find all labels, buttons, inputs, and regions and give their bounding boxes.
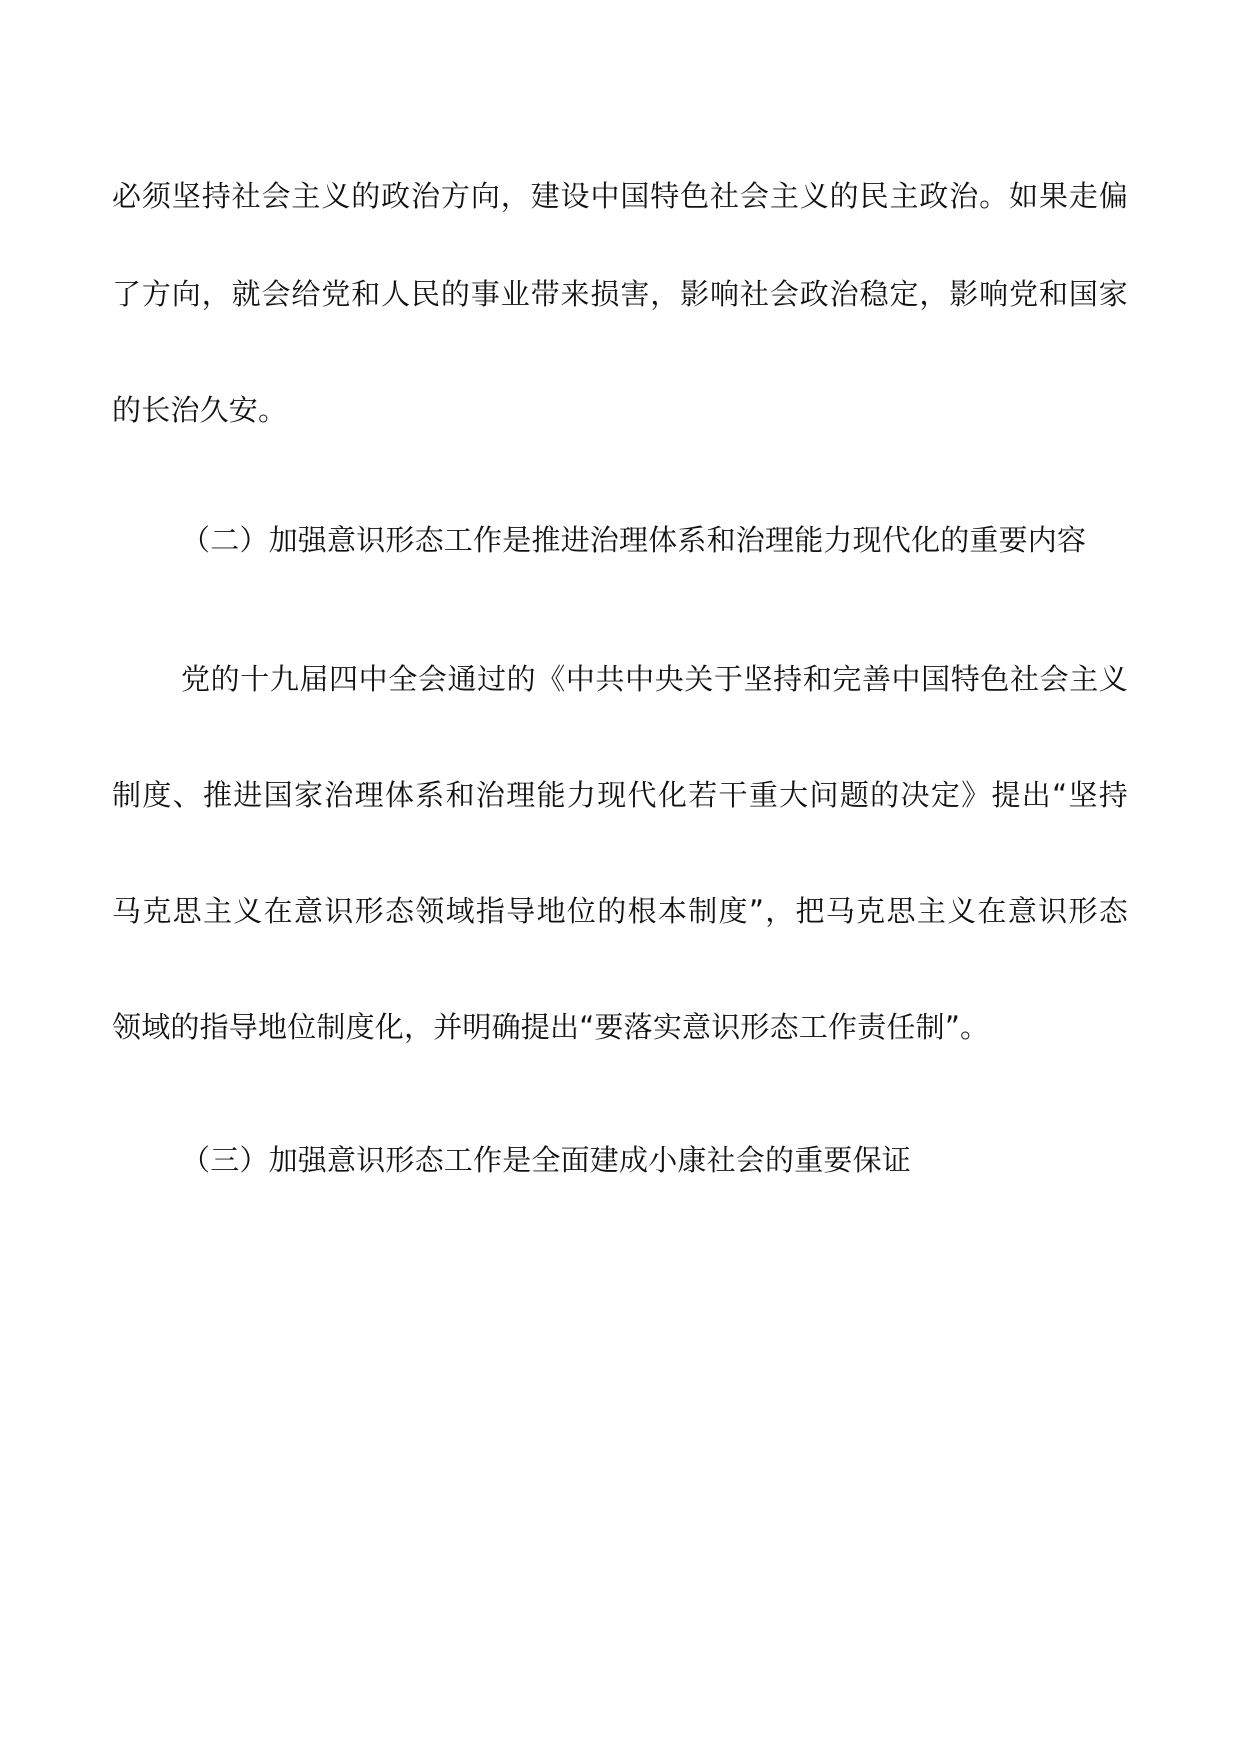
paragraph-line: 制度、推进国家治理体系和治理能力现代化若干重大问题的决定》提出“坚持 bbox=[112, 778, 1128, 812]
paragraph-line: 的长治久安。 bbox=[112, 393, 288, 427]
section-heading: （三）加强意识形态工作是全面建成小康社会的重要保证 bbox=[181, 1143, 912, 1177]
section-heading: （二）加强意识形态工作是推进治理体系和治理能力现代化的重要内容 bbox=[181, 523, 1087, 557]
paragraph-line: 马克思主义在意识形态领域指导地位的根本制度”，把马克思主义在意识形态 bbox=[112, 894, 1128, 928]
paragraph-line: 领域的指导地位制度化，并明确提出“要落实意识形态工作责任制”。 bbox=[112, 1010, 990, 1044]
paragraph-line: 必须坚持社会主义的政治方向，建设中国特色社会主义的民主政治。如果走偏 bbox=[112, 179, 1128, 213]
paragraph-line: 了方向，就会给党和人民的事业带来损害，影响社会政治稳定，影响党和国家 bbox=[112, 277, 1128, 311]
paragraph-line: 党的十九届四中全会通过的《中共中央关于坚持和完善中国特色社会主义 bbox=[181, 662, 1128, 696]
